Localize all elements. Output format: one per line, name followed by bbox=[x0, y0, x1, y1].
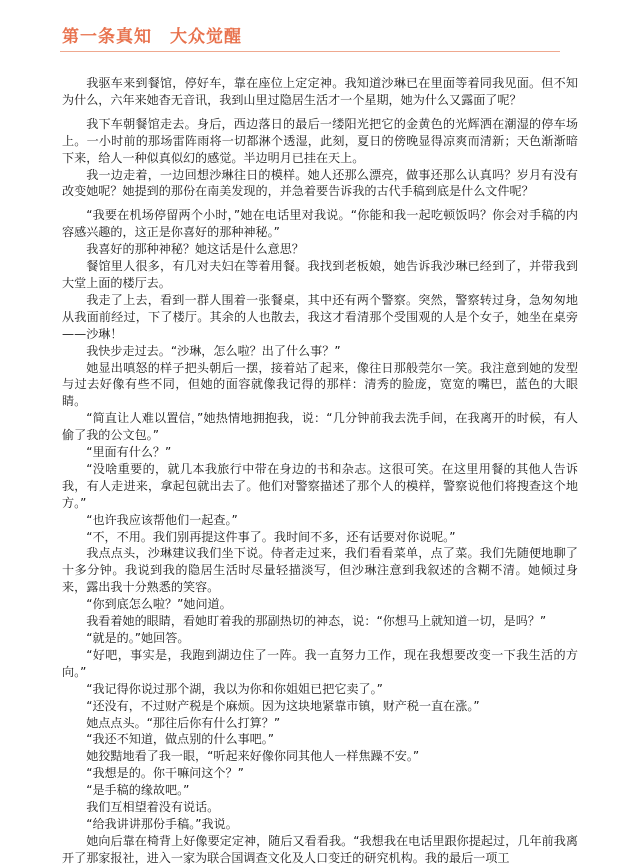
paragraph: “好吧，事实是，我跑到湖边住了一阵。我一直努力工作，现在我想要改变一下我生活的方向。” bbox=[62, 647, 578, 679]
paragraph: 我喜好的那种神秘？她这话是什么意思？ bbox=[86, 242, 304, 257]
paragraph: 我一边走着，一边回想沙琳往日的模样。她人还那么漂亮，做事还那么认真吗？岁月有没有改变她呢？她提到的那份在南美发现的，并急着要告诉我的古代手稿到底是什么文件呢？ bbox=[62, 167, 578, 199]
chapter-title: 第一条真知 大众觉醒 bbox=[62, 27, 242, 47]
paragraph: 我走了上去，看到一群人围着一张餐桌，其中还有两个警察。突然，警察转过身，急匆匆地从我面前经过，下了楼厅。其余的人也散去，我这才看清那个受围观的人是个女子，她坐在桌旁——沙琳！ bbox=[62, 292, 578, 341]
title-divider bbox=[60, 51, 560, 52]
paragraph: “不，不用。我们别再提这件事了。我时间不多，还有话要对你说呢。” bbox=[86, 529, 456, 544]
paragraph: 她狡黠地看了我一眼，“听起来好像你同其他人一样焦躁不安。” bbox=[86, 749, 420, 764]
paragraph: “我记得你说过那个湖，我以为你和你姐姐已把它卖了。” bbox=[86, 681, 383, 696]
paragraph: “我要在机场停留两个小时，”她在电话里对我说。“你能和我一起吃顿饭吗？你会对手稿的内容感兴趣的，这正是你喜好的那种神秘。” bbox=[62, 208, 578, 240]
paragraph: 她点点头。“那往后你有什么打算？” bbox=[86, 715, 281, 730]
paragraph: 我点点头，沙琳建议我们坐下说。侍者走过来，我们看看菜单，点了菜。我们先随便地聊了十多分钟。我说到我的隐居生活时尽量轻描淡写，但沙琳注意到我叙述的含糊不清。她倾过身来，露出我十分熟悉的笑容。 bbox=[62, 546, 578, 595]
paragraph: “我想是的。你干嘛问这个？” bbox=[86, 766, 244, 781]
paragraph: 她向后靠在椅背上好像要定定神，随后又看看我。“我想我在电话里跟你提起过，几年前我离开了那家报社，进入一家为联合国调查文化及人口变迁的研究机构。我的最后一项工 bbox=[62, 833, 578, 865]
paragraph: “简直让人难以置信，”她热情地拥抱我，说：“几分钟前我去洗手间，在我离开的时候，有人偷了我的公文包。” bbox=[62, 411, 578, 443]
paragraph: “我还不知道，做点别的什么事吧。” bbox=[86, 732, 275, 747]
paragraph: “你到底怎么啦？”她问道。 bbox=[86, 597, 232, 612]
paragraph: 餐馆里人很多，有几对夫妇在等着用餐。我找到老板娘，她告诉我沙琳已经到了，并带我到大堂上面的楼厅去。 bbox=[62, 259, 578, 290]
paragraph: “给我讲讲那份手稿。”我说。 bbox=[86, 816, 238, 831]
paragraph: 我下车朝餐馆走去。身后，西边落日的最后一缕阳光把它的金黄色的光辉洒在潮湿的停车场上。一小时前的那场雷阵雨将一切都淋个透湿，此刻，夏日的傍晚显得凉爽而清新；天色渐渐暗下来，给人一种似真似幻的感觉。半边明月已挂在天上。 bbox=[62, 116, 578, 165]
paragraph: “是手稿的缘故吧。” bbox=[86, 783, 190, 798]
paragraph: “里面有什么？” bbox=[86, 445, 172, 460]
paragraph: 我看着她的眼睛，看她盯着我的那副热切的神态，说：“你想马上就知道一切，是吗？” bbox=[86, 614, 547, 629]
paragraph: “还没有，不过财产税是个麻烦。因为这块地紧靠市镇，财产税一直在涨。” bbox=[86, 698, 480, 713]
body-text bbox=[62, 75, 578, 867]
paragraph: 她显出嗔怒的样子把头朝后一摆，接着站了起来，像往日那般莞尔一笑。我注意到她的发型与过去好像有些不同，但她的面容就像我记得的那样：清秀的脸庞，宽宽的嘴巴，蓝色的大眼睛。 bbox=[62, 360, 578, 409]
paragraph: 我驱车来到餐馆，停好车，靠在座位上定定神。我知道沙琳已在里面等着同我见面。但不知为什么，六年来她杳无音讯，我到山里过隐居生活才一个星期，她为什么又露面了呢？ bbox=[62, 76, 578, 107]
paragraph: “就是的。”她回答。 bbox=[86, 631, 190, 645]
paragraph: “没啥重要的，就几本我旅行中带在身边的书和杂志。这很可笑。在这里用餐的其他人告诉我，有人走进来，拿起包就出去了。他们对警察描述了那个人的模样，警察说他们将搜查这个地方。” bbox=[62, 461, 578, 510]
paragraph: 我快步走过去。“沙琳，怎么啦？出了什么事？” bbox=[86, 343, 341, 358]
paragraph: “也许我应该帮他们一起查。” bbox=[86, 512, 238, 527]
paragraph: 我们互相望着没有说话。 bbox=[86, 800, 220, 815]
